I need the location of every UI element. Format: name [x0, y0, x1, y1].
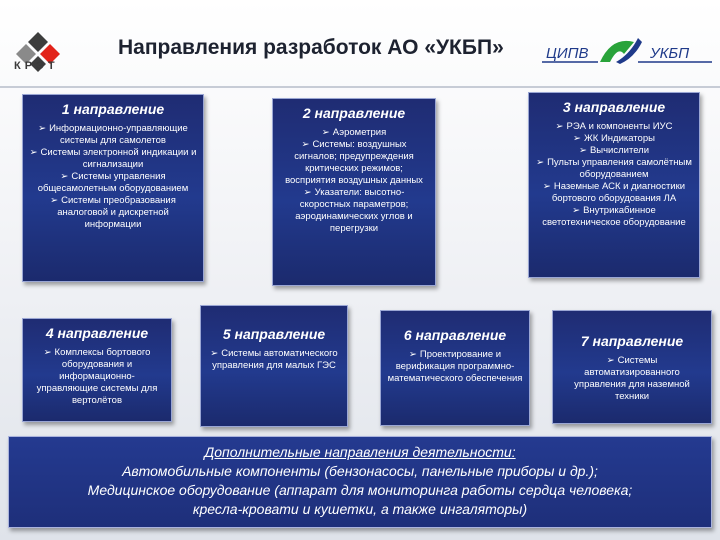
- direction-4-title: 4 направление: [45, 325, 149, 341]
- direction-7-list: [559, 355, 705, 403]
- direction-1-card: [22, 94, 204, 282]
- list-item: ➢ Системы автоматического управления для малых ГЭС: [207, 348, 341, 372]
- brand-right-text: УКБП: [650, 45, 690, 62]
- additional-directions-panel: [8, 436, 712, 528]
- list-item: ➢ Проектирование и верификация программно-математического обеспечения: [387, 349, 523, 385]
- list-item: ➢ Системы управления общесамолетным оборудованием: [29, 171, 197, 195]
- list-item: ➢ Аэрометрия: [279, 127, 429, 139]
- brand-logo-icon: [538, 32, 716, 72]
- list-item: ➢ РЭА и компоненты ИУС: [535, 121, 693, 133]
- list-item: ➢ ЖК Индикаторы: [535, 133, 693, 145]
- list-item: ➢ Системы электронной индикации и сигнализации: [29, 147, 197, 171]
- direction-2-title: 2 направление: [302, 105, 406, 121]
- logo-text: КРЭТ: [14, 60, 59, 72]
- direction-6-card: [380, 310, 530, 426]
- header-divider: [0, 86, 720, 88]
- direction-1-list: [29, 123, 197, 231]
- direction-3-title: 3 направление: [562, 99, 666, 115]
- page-title: Направления разработок АО «УКБП»: [118, 36, 504, 59]
- direction-5-card: [200, 305, 348, 427]
- direction-5-title: 5 направление: [222, 326, 326, 342]
- list-item: ➢ Пульты управления самолётным оборудованием: [535, 157, 693, 181]
- direction-6-title: 6 направление: [403, 327, 507, 343]
- list-item: ➢ Системы: воздушных сигналов; предупреждения критических режимов; восприятия воздушных данных: [279, 139, 429, 187]
- kret-logo-icon: [8, 28, 78, 88]
- direction-2-card: [272, 98, 436, 286]
- additional-line-3: кресла-кровати и кушетки, а также ингаляторы): [192, 501, 528, 517]
- brand-left-text: ЦИПВ: [546, 45, 589, 62]
- direction-4-card: [22, 318, 172, 422]
- direction-3-list: [535, 121, 693, 229]
- direction-3-card: [528, 92, 700, 278]
- direction-5-list: [207, 348, 341, 372]
- list-item: ➢ Вычислители: [535, 145, 693, 157]
- list-item: ➢ Внутрикабинное светотехническое оборудование: [535, 205, 693, 229]
- direction-7-card: [552, 310, 712, 424]
- list-item: ➢ Системы преобразования аналоговой и дискретной информации: [29, 195, 197, 231]
- additional-line-2: Медицинское оборудование (аппарат для мониторинга работы сердца человека;: [87, 482, 633, 498]
- direction-7-title: 7 направление: [580, 333, 684, 349]
- list-item: ➢ Комплексы бортового оборудования и информационно-управляющие системы для вертолётов: [29, 347, 165, 407]
- list-item: ➢ Системы автоматизированного управления для наземной техники: [559, 355, 705, 403]
- list-item: ➢ Информационно-управляющие системы для самолетов: [29, 123, 197, 147]
- list-item: ➢ Указатели: высотно-скоростных параметров; аэродинамических углов и перегрузки: [279, 187, 429, 235]
- list-item: ➢ Наземные АСК и диагностики бортового оборудования ЛА: [535, 181, 693, 205]
- direction-4-list: [29, 347, 165, 407]
- additional-line-1: Автомобильные компоненты (бензонасосы, панельные приборы и др.);: [122, 463, 598, 479]
- direction-2-list: [279, 127, 429, 235]
- additional-title: Дополнительные направления деятельности:: [204, 444, 516, 460]
- direction-1-title: 1 направление: [61, 101, 165, 117]
- direction-6-list: [387, 349, 523, 385]
